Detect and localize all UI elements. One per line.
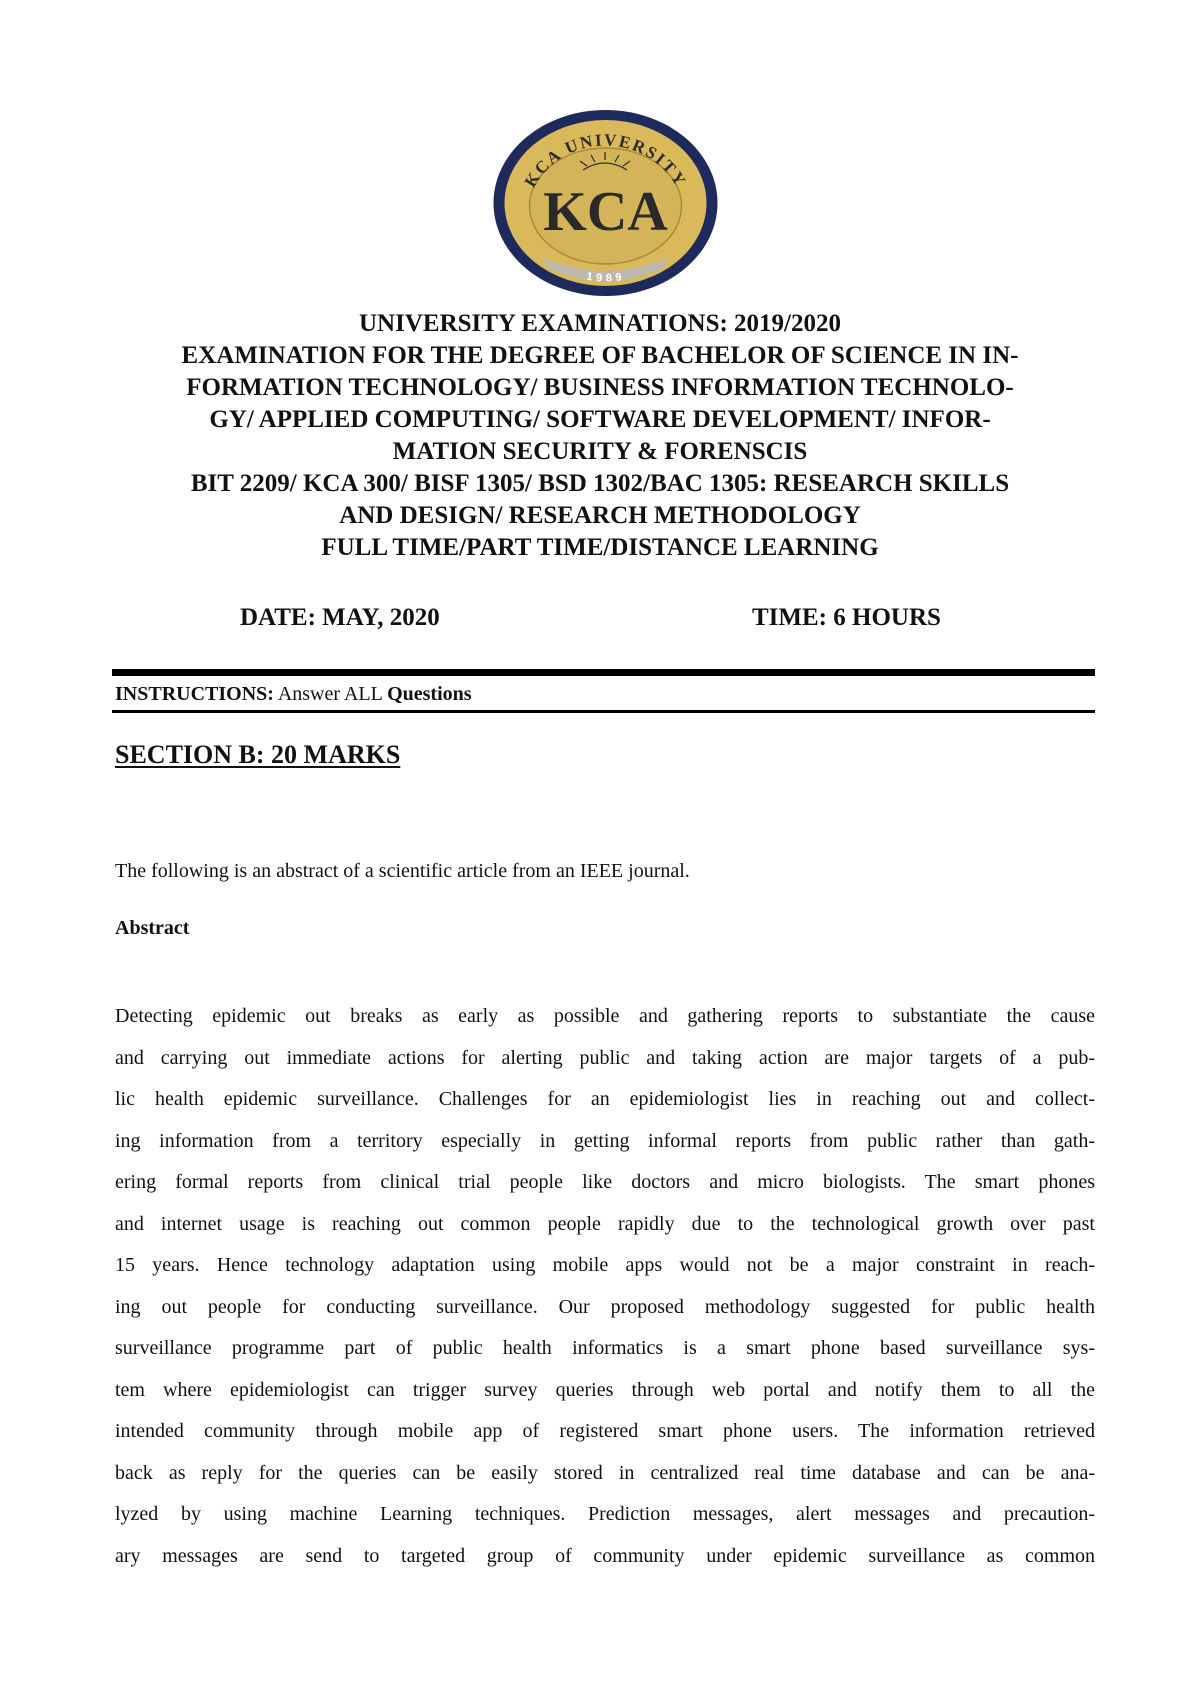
abstract-heading: Abstract: [115, 917, 190, 939]
abstract-line: intended community through mobile app of registered smart phone users. The information retrieved: [115, 1420, 1095, 1442]
divider-thin: [112, 710, 1095, 713]
header-line: FORMATION TECHNOLOGY/ BUSINESS INFORMATION TECHNOLO-: [186, 374, 1014, 401]
abstract-line: 15 years. Hence technology adaptation using mobile apps would not be a major constraint in reach-: [115, 1254, 1095, 1276]
section-intro: The following is an abstract of a scientific article from an IEEE journal.: [115, 860, 690, 882]
abstract-line: lyzed by using machine Learning techniques. Prediction messages, alert messages and precaution-: [115, 1503, 1095, 1525]
instructions-label: INSTRUCTIONS:: [115, 683, 274, 705]
header-line: MATION SECURITY & FORENSCIS: [392, 438, 808, 465]
logo-year: 1989: [585, 270, 627, 285]
kca-logo-seal: [491, 108, 720, 298]
abstract-body: [115, 996, 1095, 1577]
abstract-line: ering formal reports from clinical trial people like doctors and micro biologists. The smart phones: [115, 1171, 1095, 1193]
exam-header: [112, 308, 1088, 564]
section-heading: SECTION B: 20 MARKS: [115, 740, 401, 769]
abstract-line: ing out people for conducting surveillance. Our proposed methodology suggested for public health: [115, 1295, 1095, 1318]
abstract-line: and internet usage is reaching out common people rapidly due to the technological growth over past: [115, 1212, 1095, 1235]
instructions-emphasis: Questions: [387, 683, 472, 705]
logo-ring-text: KCA UNIVERSITY: [520, 130, 691, 191]
exam-duration: TIME: 6 HOURS: [752, 604, 941, 631]
header-line: UNIVERSITY EXAMINATIONS: 2019/2020: [359, 310, 841, 337]
abstract-line: tem where epidemiologist can trigger survey queries through web portal and notify them to all the: [115, 1378, 1095, 1401]
logo-monogram: KCA: [543, 181, 668, 243]
abstract-line: back as reply for the queries can be easily stored in centralized real time database and can be ana-: [115, 1461, 1095, 1484]
header-line: EXAMINATION FOR THE DEGREE OF BACHELOR OF SCIENCE IN IN-: [181, 342, 1019, 369]
abstract-line: lic health epidemic surveillance. Challenges for an epidemiologist lies in reaching out and collect-: [115, 1088, 1095, 1110]
header-line: BIT 2209/ KCA 300/ BISF 1305/ BSD 1302/BAC 1305: RESEARCH SKILLS: [190, 470, 1010, 497]
header-line: FULL TIME/PART TIME/DISTANCE LEARNING: [321, 534, 879, 561]
abstract-line: ing information from a territory especially in getting informal reports from public rather than gath-: [115, 1129, 1095, 1152]
header-line: GY/ APPLIED COMPUTING/ SOFTWARE DEVELOPMENT/ INFOR-: [209, 406, 991, 433]
exam-date: DATE: MAY, 2020: [240, 604, 440, 631]
header-line: AND DESIGN/ RESEARCH METHODOLOGY: [339, 502, 861, 529]
abstract-line: and carrying out immediate actions for alerting public and taking action are major targets of a pub-: [115, 1046, 1095, 1069]
date-time-row: [112, 604, 1088, 640]
instructions: [115, 679, 1085, 709]
divider-thick: [112, 669, 1095, 676]
abstract-line: Detecting epidemic out breaks as early as possible and gathering reports to substantiate the cause: [115, 1005, 1095, 1027]
kca-university-logo: [491, 108, 720, 298]
abstract-line: surveillance programme part of public health informatics is a smart phone based surveillance sys-: [115, 1337, 1095, 1359]
abstract-line: ary messages are send to targeted group of community under epidemic surveillance as common: [115, 1544, 1095, 1567]
instructions-text: Answer ALL: [273, 683, 388, 705]
